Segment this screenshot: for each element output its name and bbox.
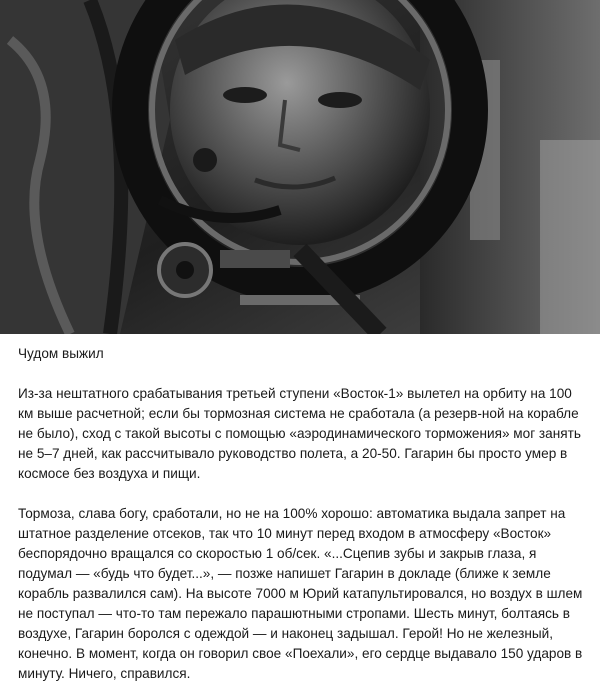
article-heading: Чудом выжил <box>18 346 104 361</box>
astronaut-photo-illustration <box>0 0 600 334</box>
article-paragraph: Тормоза, слава богу, сработали, но не на 100% хорошо: автоматика выдала запрет на штатное разделение отсеков, так что 10 минут перед входом в атмосферу «Восток» беспорядочно вращался со скоростью 1 об/сек. «...Сцепив зубы и закрыв глаза, я подумал — «будь что будет...», — позже напишет Гагарин в докладе (ближе к земле корабль развалился сам). На высоте 7000 м Юрий катапультировался, но воздух в шлем не поступал — что-то там пережало парашютными стропами. Шесть минут, болтаясь в воздухе, Гагарин боролся с одеждой — и наконец задышал. Герой! Но не железный, конечно. В момент, когда он говорил свое «Поехали», его сердце выдавало 150 ударов в минуту. Ничего, справился. <box>18 506 583 681</box>
article-paragraph: Из-за нештатного срабатывания третьей ступени «Восток-1» вылетел на орбиту на 100 км выше расчетной; если бы тормозная система не сработала (а резерв-ной на корабле не было), сход с такой высоты с помощью «аэродинамического торможения» мог занять не 5–7 дней, как рассчитывало руководство полета, а 20-50. Гагарин бы просто умер в космосе без воздуха и пищи. <box>18 386 581 481</box>
article-body <box>18 344 588 684</box>
astronaut-photo <box>0 0 600 334</box>
